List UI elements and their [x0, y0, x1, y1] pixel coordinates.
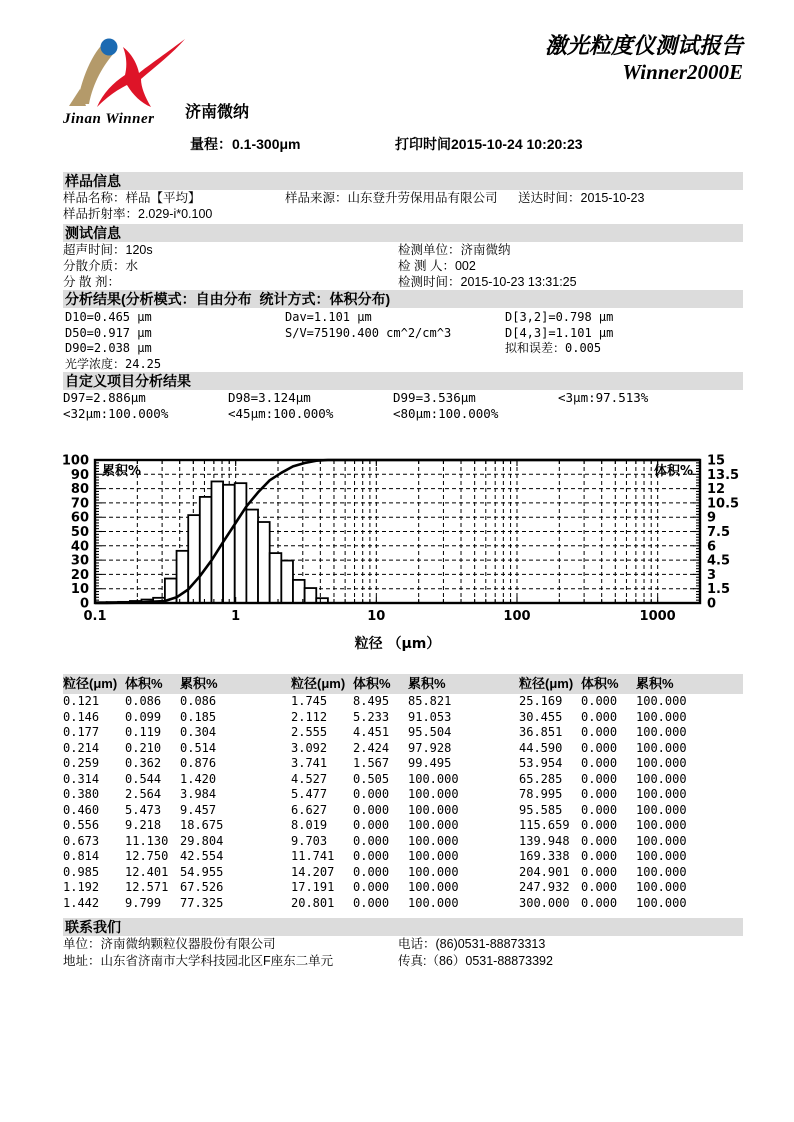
table-cell: 0.210	[125, 740, 162, 755]
custom-row-1	[63, 390, 743, 406]
table-cell: 2.555	[291, 725, 328, 739]
left-axis-tick-label: 60	[70, 510, 89, 526]
volume-bar	[246, 510, 258, 603]
table-cell: 100.000	[636, 787, 687, 801]
analysis-col-2	[285, 310, 451, 341]
contact-address: 地址：山东省济南市大学科技园北区F座东二单元	[63, 954, 334, 968]
table-cell: 115.659	[519, 818, 570, 832]
custom-row-2	[63, 406, 743, 422]
table-cell: 18.675	[180, 818, 224, 832]
measure-range: 量程：0.1-300μm	[190, 136, 301, 152]
volume-bar	[235, 483, 247, 603]
table-cell: 17.191	[291, 880, 335, 894]
table-cell: 67.526	[180, 880, 224, 894]
table-row	[63, 880, 743, 896]
table-cell: 5.477	[291, 787, 328, 801]
table-cell: 204.901	[519, 864, 570, 879]
table-cell: 1.567	[353, 756, 390, 770]
volume-bar	[200, 497, 212, 603]
test-time: 检测时间：2015-10-23 13:31:25	[398, 275, 577, 289]
d97-value: D97=2.886μm	[63, 390, 146, 405]
right-axis-tick-label: 1.5	[707, 582, 731, 598]
table-cell: 100.000	[636, 849, 687, 863]
d99-value: D99=3.536μm	[393, 390, 476, 405]
table-cell: 95.504	[408, 725, 452, 739]
table-cell: 0.000	[353, 895, 390, 910]
table-cell: 0.000	[581, 880, 618, 894]
table-cell: 9.799	[125, 895, 162, 910]
table-cell: 0.514	[180, 740, 217, 755]
contact-row-1	[63, 936, 743, 953]
table-cell: 0.000	[581, 895, 618, 910]
table-cell: 36.851	[519, 725, 563, 739]
table-cell: 1.442	[63, 895, 100, 910]
right-axis-tick-label: 4.5	[707, 553, 731, 569]
test-row-3	[63, 274, 743, 290]
col-size-header: 粒径(μm)	[63, 676, 118, 691]
table-cell: 100.000	[636, 818, 687, 832]
d50-value: D50=0.917 μm	[65, 325, 152, 340]
distribution-table-body	[63, 694, 743, 911]
table-cell: 100.000	[636, 725, 687, 739]
right-axis-tick-label: 13.5	[707, 467, 740, 483]
test-row-1	[63, 242, 743, 258]
table-cell: 0.214	[63, 740, 100, 755]
table-row	[63, 803, 743, 819]
fit-error: 拟和误差：0.005	[505, 341, 602, 355]
table-cell: 77.325	[180, 895, 224, 910]
left-axis-tick-label: 80	[70, 482, 89, 498]
contact-phone: 电话：(86)0531-88873313	[398, 937, 546, 951]
table-cell: 0.146	[63, 709, 100, 724]
section-test-info: 测试信息	[63, 224, 743, 242]
table-cell: 139.948	[519, 833, 570, 848]
table-cell: 100.000	[636, 802, 687, 817]
right-axis-tick-label: 9	[707, 510, 717, 526]
analysis-results	[63, 308, 743, 372]
table-cell: 0.380	[63, 787, 100, 801]
ultrasonic-time: 超声时间：120s	[63, 243, 153, 257]
table-cell: 100.000	[408, 895, 459, 910]
table-cell: 99.495	[408, 756, 452, 770]
table-row	[63, 865, 743, 881]
table-cell: 0.314	[63, 771, 100, 786]
left-axis-tick-label: 10	[70, 582, 89, 598]
table-cell: 20.801	[291, 895, 335, 910]
table-cell: 5.473	[125, 802, 162, 817]
table-cell: 0.000	[581, 756, 618, 770]
table-cell: 29.804	[180, 833, 224, 848]
col-volume-header: 体积%	[581, 676, 619, 691]
table-cell: 9.457	[180, 802, 217, 817]
table-cell: 100.000	[408, 787, 459, 801]
table-cell: 169.338	[519, 849, 570, 863]
col-volume-header: 体积%	[125, 676, 163, 691]
table-cell: 0.000	[581, 864, 618, 879]
table-cell: 247.932	[519, 880, 570, 894]
table-cell: 0.876	[180, 756, 217, 770]
right-axis-tick-label: 15	[707, 453, 726, 469]
table-cell: 0.544	[125, 771, 162, 786]
table-row	[63, 756, 743, 772]
logo-blue-dot	[101, 39, 118, 56]
table-cell: 0.086	[125, 694, 162, 708]
table-row	[63, 818, 743, 834]
table-cell: 0.185	[180, 709, 217, 724]
table-cell: 8.019	[291, 818, 328, 832]
table-cell: 25.169	[519, 694, 563, 708]
print-time: 打印时间2015-10-24 10:20:23	[395, 136, 583, 152]
table-cell: 44.590	[519, 740, 563, 755]
table-cell: 11.741	[291, 849, 335, 863]
table-cell: 5.233	[353, 709, 390, 724]
table-cell: 0.121	[63, 694, 100, 708]
volume-bar	[281, 561, 293, 603]
dav-value: Dav=1.101 μm	[285, 310, 372, 324]
title-block	[545, 32, 743, 85]
table-cell: 0.000	[581, 787, 618, 801]
table-cell: 100.000	[636, 833, 687, 848]
table-cell: 0.086	[180, 694, 217, 708]
table-cell: 0.000	[581, 818, 618, 832]
table-cell: 1.745	[291, 694, 328, 708]
table-cell: 0.000	[353, 833, 390, 848]
col-cumulative-header: 累积%	[408, 676, 446, 691]
under-3um-value: <3μm:97.513%	[558, 390, 649, 405]
table-cell: 14.207	[291, 864, 335, 879]
table-cell: 100.000	[636, 694, 687, 708]
table-cell: 0.259	[63, 756, 100, 770]
table-cell: 53.954	[519, 756, 563, 770]
right-axis-tick-label: 0	[707, 596, 717, 612]
table-row	[63, 725, 743, 741]
table-cell: 42.554	[180, 849, 224, 863]
left-axis-tick-label: 70	[70, 496, 89, 512]
volume-bar	[305, 588, 317, 603]
table-cell: 2.112	[291, 709, 328, 724]
table-cell: 0.000	[353, 849, 390, 863]
contact-unit: 单位：济南微纳颗粒仪器股份有限公司	[63, 937, 276, 951]
table-cell: 0.673	[63, 833, 100, 848]
col-size-header: 粒径(μm)	[291, 676, 346, 691]
table-cell: 85.821	[408, 694, 452, 708]
table-cell: 12.571	[125, 880, 169, 894]
table-row	[63, 694, 743, 710]
x-axis-tick-label: 1	[231, 609, 241, 624]
table-cell: 0.119	[125, 725, 162, 739]
table-cell: 0.814	[63, 849, 100, 863]
d43-value: D[4,3]=1.101 μm	[505, 325, 614, 340]
under-80um-value: <80μm:100.000%	[393, 406, 499, 421]
col-volume-header: 体积%	[353, 676, 391, 691]
table-cell: 2.564	[125, 787, 162, 801]
under-32um-value: <32μm:100.000%	[63, 406, 169, 421]
table-cell: 0.000	[581, 725, 618, 739]
d98-value: D98=3.124μm	[228, 390, 311, 405]
d32-value: D[3,2]=0.798 μm	[505, 310, 614, 324]
table-row	[63, 849, 743, 865]
table-header-row	[63, 674, 743, 694]
table-cell: 3.092	[291, 740, 328, 755]
x-axis-tick-label: 1000	[639, 609, 676, 624]
x-axis-tick-label: 10	[367, 609, 386, 624]
logo-caption: Jinan Winner	[63, 111, 155, 127]
company-name: 济南微纳	[185, 104, 250, 121]
table-cell: 9.218	[125, 818, 162, 832]
sample-info-rows	[63, 190, 743, 222]
contact-fax: 传真:（86）0531-88873392	[398, 954, 553, 968]
table-cell: 3.984	[180, 787, 217, 801]
table-cell: 0.460	[63, 802, 100, 817]
d90-value: D90=2.038 μm	[65, 341, 152, 355]
table-cell: 0.099	[125, 709, 162, 724]
left-axis-tick-label: 20	[70, 567, 89, 583]
table-cell: 0.505	[353, 771, 390, 786]
table-cell: 100.000	[636, 895, 687, 910]
sample-row-1	[63, 190, 743, 206]
report-header	[63, 0, 743, 172]
volume-axis-label: 体积%	[653, 464, 693, 479]
x-axis-tick-label: 0.1	[83, 609, 107, 624]
custom-results	[63, 390, 743, 422]
table-cell: 0.177	[63, 725, 100, 739]
table-cell: 0.000	[581, 694, 618, 708]
distribution-chart	[63, 452, 743, 664]
under-45um-value: <45μm:100.000%	[228, 406, 334, 421]
table-row	[63, 710, 743, 726]
table-cell: 6.627	[291, 802, 328, 817]
test-unit: 检测单位：济南微纳	[398, 243, 511, 257]
table-cell: 0.556	[63, 818, 100, 832]
table-cell: 8.495	[353, 694, 390, 708]
table-cell: 100.000	[636, 771, 687, 786]
table-row	[63, 741, 743, 757]
table-cell: 100.000	[408, 802, 459, 817]
col-cumulative-header: 累积%	[180, 676, 218, 691]
table-cell: 100.000	[636, 740, 687, 755]
table-cell: 12.401	[125, 864, 169, 879]
table-cell: 78.995	[519, 787, 563, 801]
section-sample-info: 样品信息	[63, 172, 743, 190]
table-cell: 0.362	[125, 756, 162, 770]
test-info-rows	[63, 242, 743, 290]
table-cell: 0.985	[63, 864, 100, 879]
table-cell: 0.000	[581, 709, 618, 724]
dispersion-medium: 分散介质：水	[63, 259, 139, 273]
right-axis-tick-label: 3	[707, 567, 717, 583]
table-cell: 12.750	[125, 849, 169, 863]
table-cell: 100.000	[636, 709, 687, 724]
col-cumulative-header: 累积%	[636, 676, 674, 691]
volume-bar	[258, 522, 270, 603]
dispersant: 分 散 剂：	[63, 275, 120, 289]
table-row	[63, 772, 743, 788]
table-cell: 1.420	[180, 771, 217, 786]
table-cell: 97.928	[408, 740, 452, 755]
table-cell: 100.000	[408, 864, 459, 879]
table-cell: 0.000	[581, 771, 618, 786]
report-content	[63, 0, 743, 970]
table-cell: 0.000	[353, 802, 390, 817]
table-cell: 0.000	[353, 880, 390, 894]
jinan-winner-logo-icon	[63, 36, 193, 108]
left-axis-tick-label: 50	[70, 525, 89, 540]
table-cell: 30.455	[519, 709, 563, 724]
section-analysis-results: 分析结果(分析模式：自由分布 统计方式：体积分布)	[63, 290, 743, 308]
table-cell: 0.304	[180, 725, 217, 739]
table-cell: 0.000	[353, 864, 390, 879]
x-axis-tick-label: 100	[503, 609, 531, 624]
sv-value: S/V=75190.400 cm^2/cm^3	[285, 325, 452, 340]
analysis-col-1	[65, 310, 161, 372]
volume-bar	[270, 553, 282, 603]
left-axis-tick-label: 30	[70, 553, 89, 569]
sample-delivery-time: 送达时间：2015-10-23	[518, 191, 645, 205]
tester: 检 测 人：002	[398, 259, 476, 273]
table-cell: 11.130	[125, 833, 169, 848]
table-cell: 4.451	[353, 725, 390, 739]
sample-refractive-index: 样品折射率：2.029-i*0.100	[63, 207, 213, 221]
table-cell: 100.000	[408, 833, 459, 848]
sample-name: 样品名称：样品【平均】	[63, 191, 201, 205]
report-title: 激光粒度仪测试报告	[544, 33, 743, 58]
contact-section	[63, 918, 743, 970]
left-axis-tick-label: 40	[70, 539, 89, 555]
cumulative-axis-label: 累积%	[102, 464, 142, 479]
right-axis-tick-label: 10.5	[707, 496, 740, 512]
table-cell: 100.000	[636, 880, 687, 894]
table-cell: 95.585	[519, 802, 563, 817]
table-cell: 4.527	[291, 771, 328, 786]
table-cell: 54.955	[180, 864, 224, 879]
table-cell: 100.000	[636, 756, 687, 770]
col-size-header: 粒径(μm)	[519, 676, 574, 691]
table-cell: 100.000	[636, 864, 687, 879]
d10-value: D10=0.465 μm	[65, 310, 152, 324]
table-row	[63, 787, 743, 803]
optical-concentration: 光学浓度：24.25	[65, 356, 162, 371]
left-axis-tick-label: 100	[63, 453, 89, 469]
section-contact: 联系我们	[63, 918, 743, 936]
sample-source: 样品来源：山东登升劳保用品有限公司	[285, 191, 498, 205]
volume-bar	[223, 485, 235, 603]
table-cell: 0.000	[581, 802, 618, 817]
table-cell: 100.000	[408, 771, 459, 786]
analysis-col-3	[505, 310, 613, 357]
right-axis-tick-label: 6	[707, 539, 717, 555]
instrument-model: Winner2000E	[622, 60, 743, 84]
table-cell: 0.000	[581, 849, 618, 863]
table-row	[63, 896, 743, 912]
table-cell: 91.053	[408, 709, 452, 724]
table-cell: 3.741	[291, 756, 328, 770]
right-axis-tick-label: 12	[707, 482, 726, 498]
left-axis-tick-label: 90	[70, 467, 89, 483]
table-cell: 100.000	[408, 849, 459, 863]
table-cell: 100.000	[408, 818, 459, 832]
table-cell: 2.424	[353, 740, 390, 755]
distribution-chart-area	[63, 452, 743, 664]
x-axis-title: 粒径 （μm）	[354, 636, 441, 652]
table-cell: 0.000	[581, 833, 618, 848]
section-custom-results: 自定义项目分析结果	[63, 372, 743, 390]
volume-bar	[188, 515, 200, 603]
table-cell: 0.000	[353, 818, 390, 832]
contact-row-2	[63, 953, 743, 970]
table-cell: 65.285	[519, 771, 563, 786]
table-cell: 1.192	[63, 880, 100, 894]
right-axis-tick-label: 7.5	[707, 525, 731, 540]
left-axis-tick-label: 0	[79, 596, 89, 612]
table-cell: 0.000	[353, 787, 390, 801]
volume-bar	[211, 481, 223, 603]
test-row-2	[63, 258, 743, 274]
table-cell: 100.000	[408, 880, 459, 894]
table-cell: 300.000	[519, 895, 570, 910]
distribution-table	[63, 674, 743, 911]
table-row	[63, 834, 743, 850]
table-cell: 9.703	[291, 833, 328, 848]
table-cell: 0.000	[581, 740, 618, 755]
